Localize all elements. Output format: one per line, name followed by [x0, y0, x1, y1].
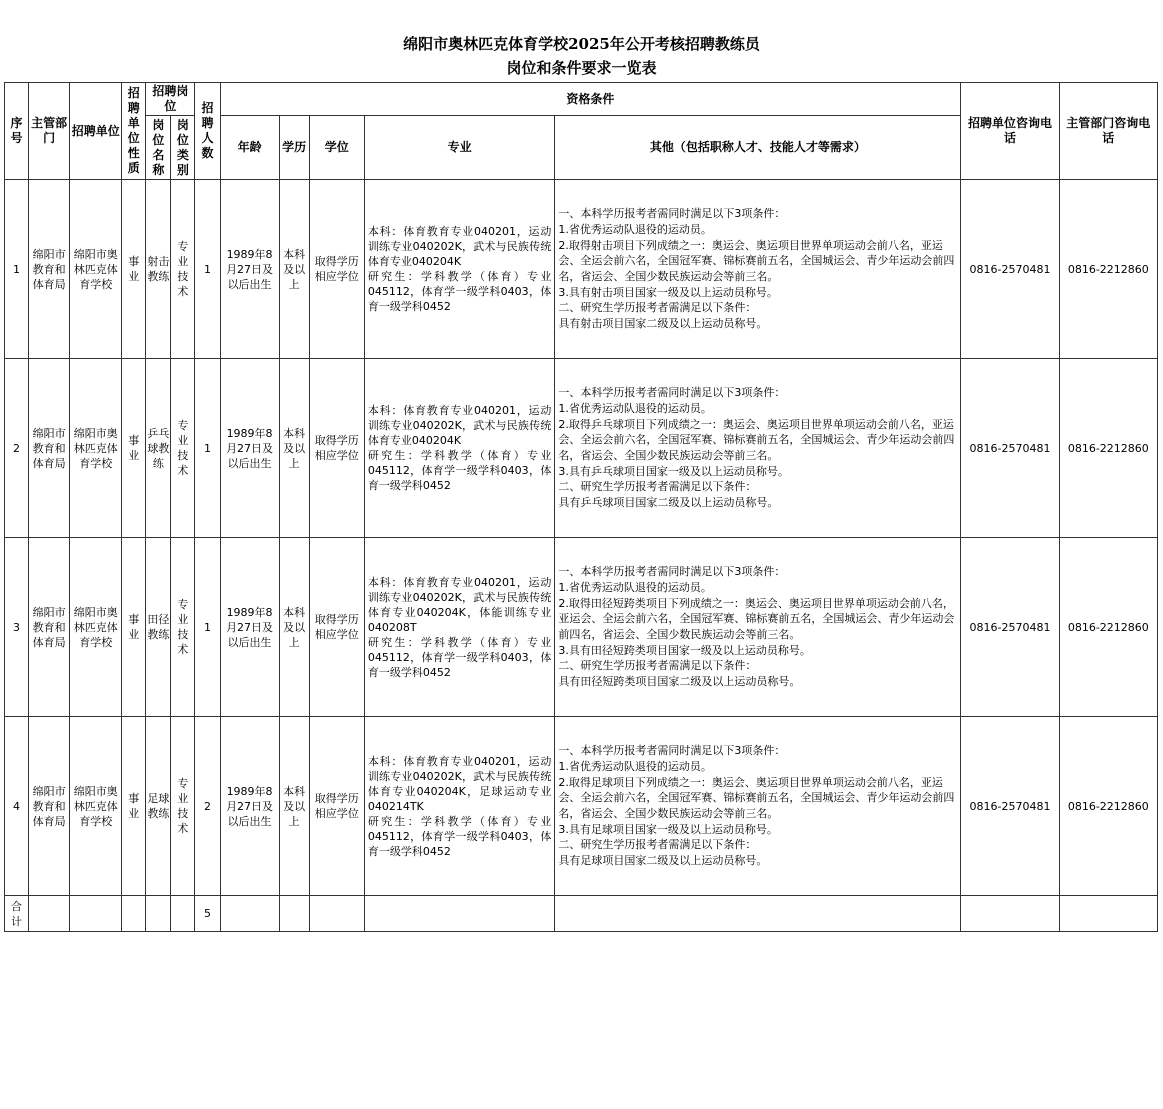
total-label: 合计 [5, 896, 29, 932]
requirement-line: 3.具有足球项目国家一级及以上运动员称号。 [558, 822, 778, 836]
cell-department: 绵阳市教育和体育局 [29, 717, 70, 896]
cell-dept-phone: 0816-2212860 [1059, 180, 1157, 359]
requirement-line: 2.取得足球项目下列成绩之一：奥运会、奥运项目世界单项运动会前八名，亚运会、全运会前六名，全国冠军赛、锦标赛前五名，全国城运会、青少年运动会前四名，省运会、全国少数民族运动会等前三名。 [558, 775, 955, 820]
major-line: 研究生：学科教学（体育）专业045112，体育学一级学科0403，体育一级学科0452 [367, 635, 552, 679]
cell-degree: 取得学历相应学位 [309, 538, 364, 717]
table-row [5, 538, 1158, 717]
requirement-line: 二、研究生学历报考者需满足以下条件： [558, 838, 757, 852]
major-line: 研究生：学科教学（体育）专业045112，体育学一级学科0403，体育一级学科0452 [367, 814, 552, 858]
major-line: 研究生：学科教学（体育）专业045112，体育学一级学科0403，体育一级学科0452 [367, 449, 552, 492]
header-department: 主管部门 [29, 83, 70, 180]
header-unit: 招聘单位 [70, 83, 122, 180]
cell-department: 绵阳市教育和体育局 [29, 180, 70, 359]
major-line: 本科：体育教育专业040201，运动训练专业040202K，武术与民族传统体育专业040204K [367, 404, 552, 447]
table-row [5, 717, 1158, 896]
requirement-line: 1.省优秀运动队退役的运动员。 [558, 759, 712, 773]
cell-position-name: 田径教练 [146, 538, 171, 717]
header-age: 年龄 [220, 116, 279, 180]
header-unit-phone: 招聘单位咨询电话 [961, 83, 1059, 180]
header-qualifications: 资格条件 [220, 83, 961, 116]
requirement-line: 2.取得田径短跨类项目下列成绩之一：奥运会、奥运项目世界单项运动会前八名，亚运会、全运会前六名，全国冠军赛、锦标赛前五名，全国城运会、青少年运动会前四名，省运会、全国少数民族运动会等前三名。 [558, 596, 955, 641]
requirement-line: 一、本科学历报考者需同时满足以下3项条件： [558, 386, 786, 400]
cell-dept-phone: 0816-2212860 [1059, 717, 1157, 896]
cell-unit: 绵阳市奥林匹克体育学校 [70, 180, 122, 359]
header-position-type: 岗位类别 [171, 116, 195, 180]
cell-education: 本科及以上 [279, 538, 309, 717]
cell-degree: 取得学历相应学位 [309, 180, 364, 359]
recruitment-table [4, 82, 1158, 932]
header-position-group: 招聘岗位 [146, 83, 195, 116]
requirement-line: 具有乒乓球项目国家二级及以上运动员称号。 [558, 496, 779, 510]
cell-major [364, 359, 554, 538]
document-title-line1: 绵阳市奥林匹克体育学校2025年公开考核招聘教练员 [403, 35, 760, 53]
major-line: 本科：体育教育专业040201，运动训练专业040202K，武术与民族传统体育专业040204K，体能训练专业040208T [367, 575, 552, 634]
cell-department: 绵阳市教育和体育局 [29, 538, 70, 717]
cell-position-type: 专业技术 [171, 359, 195, 538]
cell-unit-phone: 0816-2570481 [961, 717, 1059, 896]
major-line: 本科：体育教育专业040201，运动训练专业040202K，武术与民族传统体育专业040204K [367, 225, 552, 268]
cell-nature: 事业 [122, 717, 146, 896]
document-title-line2: 岗位和条件要求一览表 [506, 59, 657, 77]
cell-other [555, 717, 961, 896]
cell-unit-phone: 0816-2570481 [961, 538, 1059, 717]
requirement-line: 二、研究生学历报考者需满足以下条件： [558, 301, 757, 315]
header-position-name: 岗位名称 [146, 116, 171, 180]
requirement-line: 2.取得乒乓球项目下列成绩之一：奥运会、奥运项目世界单项运动会前八名，亚运会、全运会前六名，全国冠军赛、锦标赛前五名，全国城运会、青少年运动会前四名，省运会、全国少数民族运动会等前三名。 [558, 417, 955, 462]
cell-count: 1 [195, 180, 220, 359]
cell-major [364, 717, 554, 896]
header-unit-nature: 招聘单位性质 [122, 83, 146, 180]
requirement-line: 二、研究生学历报考者需满足以下条件： [558, 659, 757, 673]
requirement-line: 二、研究生学历报考者需满足以下条件： [558, 480, 757, 494]
cell-index: 2 [5, 359, 29, 538]
cell-department: 绵阳市教育和体育局 [29, 359, 70, 538]
cell-other [555, 538, 961, 717]
major-line: 研究生：学科教学（体育）专业045112，体育学一级学科0403，体育一级学科0452 [367, 270, 552, 313]
header-other: 其他（包括职称人才、技能人才等需求） [555, 116, 961, 180]
cell-age: 1989年8月27日及以后出生 [220, 717, 279, 896]
requirement-line: 1.省优秀运动队退役的运动员。 [558, 580, 712, 594]
requirement-line: 3.具有射击项目国家一级及以上运动员称号。 [558, 285, 778, 299]
table-row [5, 180, 1158, 359]
cell-unit: 绵阳市奥林匹克体育学校 [70, 538, 122, 717]
cell-major [364, 538, 554, 717]
header-index: 序号 [5, 83, 29, 180]
cell-position-type: 专业技术 [171, 180, 195, 359]
cell-major [364, 180, 554, 359]
total-count: 5 [195, 896, 220, 932]
cell-nature: 事业 [122, 359, 146, 538]
cell-unit: 绵阳市奥林匹克体育学校 [70, 717, 122, 896]
cell-position-name: 射击教练 [146, 180, 171, 359]
cell-education: 本科及以上 [279, 717, 309, 896]
cell-dept-phone: 0816-2212860 [1059, 538, 1157, 717]
requirement-line: 1.省优秀运动队退役的运动员。 [558, 401, 712, 415]
cell-unit-phone: 0816-2570481 [961, 180, 1059, 359]
total-row [5, 896, 1158, 932]
header-count: 招聘人数 [195, 83, 220, 180]
header-education: 学历 [279, 116, 309, 180]
cell-count: 1 [195, 359, 220, 538]
cell-dept-phone: 0816-2212860 [1059, 359, 1157, 538]
cell-position-type: 专业技术 [171, 538, 195, 717]
requirement-line: 具有田径短跨类项目国家二级及以上运动员称号。 [558, 675, 801, 689]
requirement-line: 2.取得射击项目下列成绩之一：奥运会、奥运项目世界单项运动会前八名，亚运会、全运会前六名，全国冠军赛、锦标赛前五名，全国城运会、青少年运动会前四名，省运会、全国少数民族运动会等前三名。 [558, 238, 955, 283]
cell-age: 1989年8月27日及以后出生 [220, 359, 279, 538]
cell-unit-phone: 0816-2570481 [961, 359, 1059, 538]
cell-count: 1 [195, 538, 220, 717]
cell-position-name: 乒乓球教练 [146, 359, 171, 538]
cell-index: 1 [5, 180, 29, 359]
cell-age: 1989年8月27日及以后出生 [220, 180, 279, 359]
cell-education: 本科及以上 [279, 180, 309, 359]
cell-degree: 取得学历相应学位 [309, 717, 364, 896]
cell-nature: 事业 [122, 538, 146, 717]
requirement-line: 一、本科学历报考者需同时满足以下3项条件： [558, 207, 786, 221]
cell-other [555, 359, 961, 538]
requirement-line: 3.具有乒乓球项目国家一级及以上运动员称号。 [558, 464, 789, 478]
table-row [5, 359, 1158, 538]
cell-other [555, 180, 961, 359]
requirement-line: 一、本科学历报考者需同时满足以下3项条件： [558, 744, 786, 758]
requirement-line: 3.具有田径短跨类项目国家一级及以上运动员称号。 [558, 643, 811, 657]
cell-age: 1989年8月27日及以后出生 [220, 538, 279, 717]
header-major: 专业 [364, 116, 554, 180]
requirement-line: 一、本科学历报考者需同时满足以下3项条件： [558, 565, 786, 579]
major-line: 本科：体育教育专业040201，运动训练专业040202K，武术与民族传统体育专业040204K，足球运动专业040214TK [367, 754, 552, 813]
cell-position-type: 专业技术 [171, 717, 195, 896]
cell-nature: 事业 [122, 180, 146, 359]
cell-unit: 绵阳市奥林匹克体育学校 [70, 359, 122, 538]
cell-degree: 取得学历相应学位 [309, 359, 364, 538]
cell-education: 本科及以上 [279, 359, 309, 538]
header-dept-phone: 主管部门咨询电话 [1059, 83, 1157, 180]
cell-index: 3 [5, 538, 29, 717]
header-degree: 学位 [309, 116, 364, 180]
requirement-line: 1.省优秀运动队退役的运动员。 [558, 222, 712, 236]
cell-index: 4 [5, 717, 29, 896]
requirement-line: 具有射击项目国家二级及以上运动员称号。 [558, 317, 768, 331]
requirement-line: 具有足球项目国家二级及以上运动员称号。 [558, 854, 768, 868]
cell-position-name: 足球教练 [146, 717, 171, 896]
cell-count: 2 [195, 717, 220, 896]
